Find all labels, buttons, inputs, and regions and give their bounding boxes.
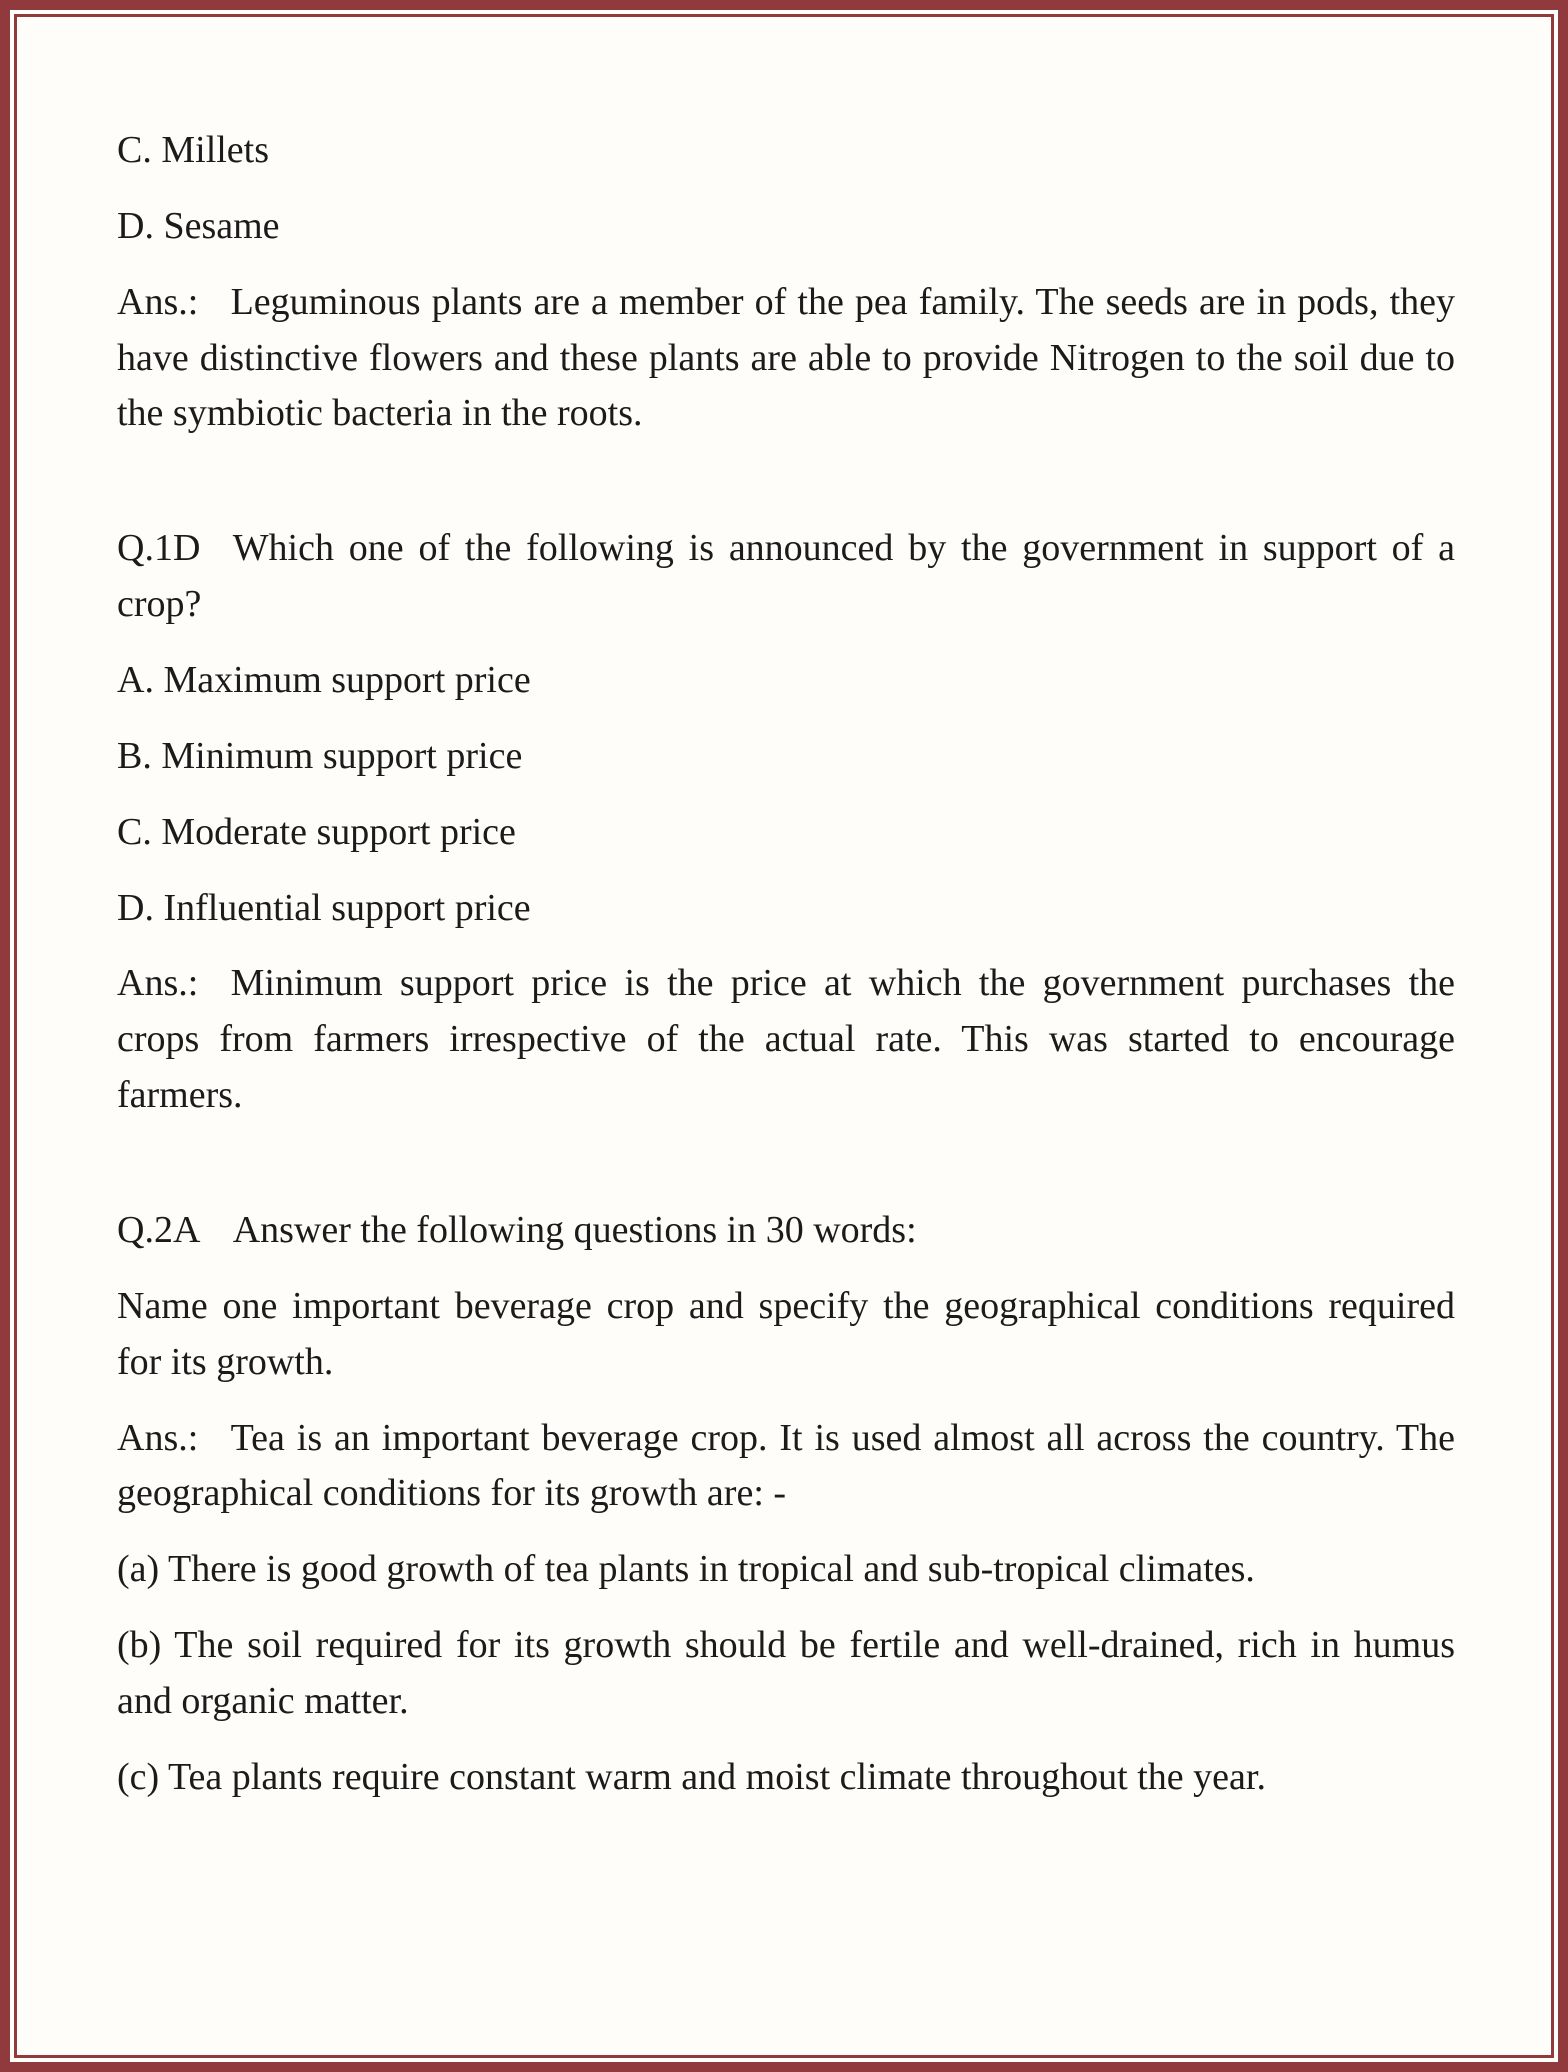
block-label: Q.2A — [117, 1209, 201, 1252]
option-1d-a — [117, 653, 1455, 709]
block-label: Q.1D — [117, 527, 201, 570]
document-inner-frame — [14, 14, 1554, 2058]
block-label: Ans.: — [117, 1416, 199, 1459]
answer-1d — [117, 956, 1455, 1124]
block-text: (a) There is good growth of tea plants in tropical and sub-tropical climates. — [117, 1548, 1255, 1591]
block-text: Tea is an important beverage crop. It is used almost all across the country. The geographical conditions for its growth are: - — [117, 1416, 1455, 1515]
answer-1c — [117, 275, 1455, 443]
question-2a — [117, 1203, 1455, 1259]
answer-2a-point-b — [117, 1618, 1455, 1730]
block-text: D. Sesame — [117, 204, 280, 247]
block-label: Ans.: — [117, 280, 199, 323]
block-text: D. Influential support price — [117, 886, 531, 929]
question-2a-body — [117, 1279, 1455, 1391]
block-text: C. Millets — [117, 129, 270, 171]
block-text: Name one important beverage crop and specify the geographical conditions required for its growth. — [117, 1284, 1455, 1383]
block-text: Minimum support price is the price at which the government purchases the crops from farmers irrespective of the actual rate. This was started to encourage farmers. — [117, 962, 1455, 1117]
answer-2a-point-c — [117, 1750, 1455, 1806]
block-text: Leguminous plants are a member of the pea family. The seeds are in pods, they have distinctive flowers and these plants are able to provide Nitrogen to the soil due to the symbiotic bacteria in the roots. — [117, 280, 1455, 435]
question-1d — [117, 521, 1455, 633]
block-label: Ans.: — [117, 962, 199, 1005]
option-1d-d — [117, 881, 1455, 937]
block-text: C. Moderate support price — [117, 810, 516, 853]
block-text: A. Maximum support price — [117, 659, 531, 702]
option-1d-b — [117, 729, 1455, 785]
block-text: Answer the following questions in 30 words: — [232, 1209, 917, 1252]
option-1c-millets — [117, 123, 1455, 179]
block-text: (c) Tea plants require constant warm and moist climate throughout the year. — [117, 1755, 1266, 1798]
option-1c-sesame — [117, 199, 1455, 255]
document-content — [17, 17, 1551, 1806]
block-text: Which one of the following is announced by the government in support of a crop? — [117, 527, 1455, 626]
block-text: B. Minimum support price — [117, 734, 523, 777]
answer-2a — [117, 1411, 1455, 1523]
block-text: (b) The soil required for its growth should be fertile and well-drained, rich in humus and organic matter. — [117, 1624, 1455, 1723]
answer-2a-point-a — [117, 1542, 1455, 1598]
document-frame-gap — [10, 10, 1558, 2062]
option-1d-c — [117, 805, 1455, 861]
